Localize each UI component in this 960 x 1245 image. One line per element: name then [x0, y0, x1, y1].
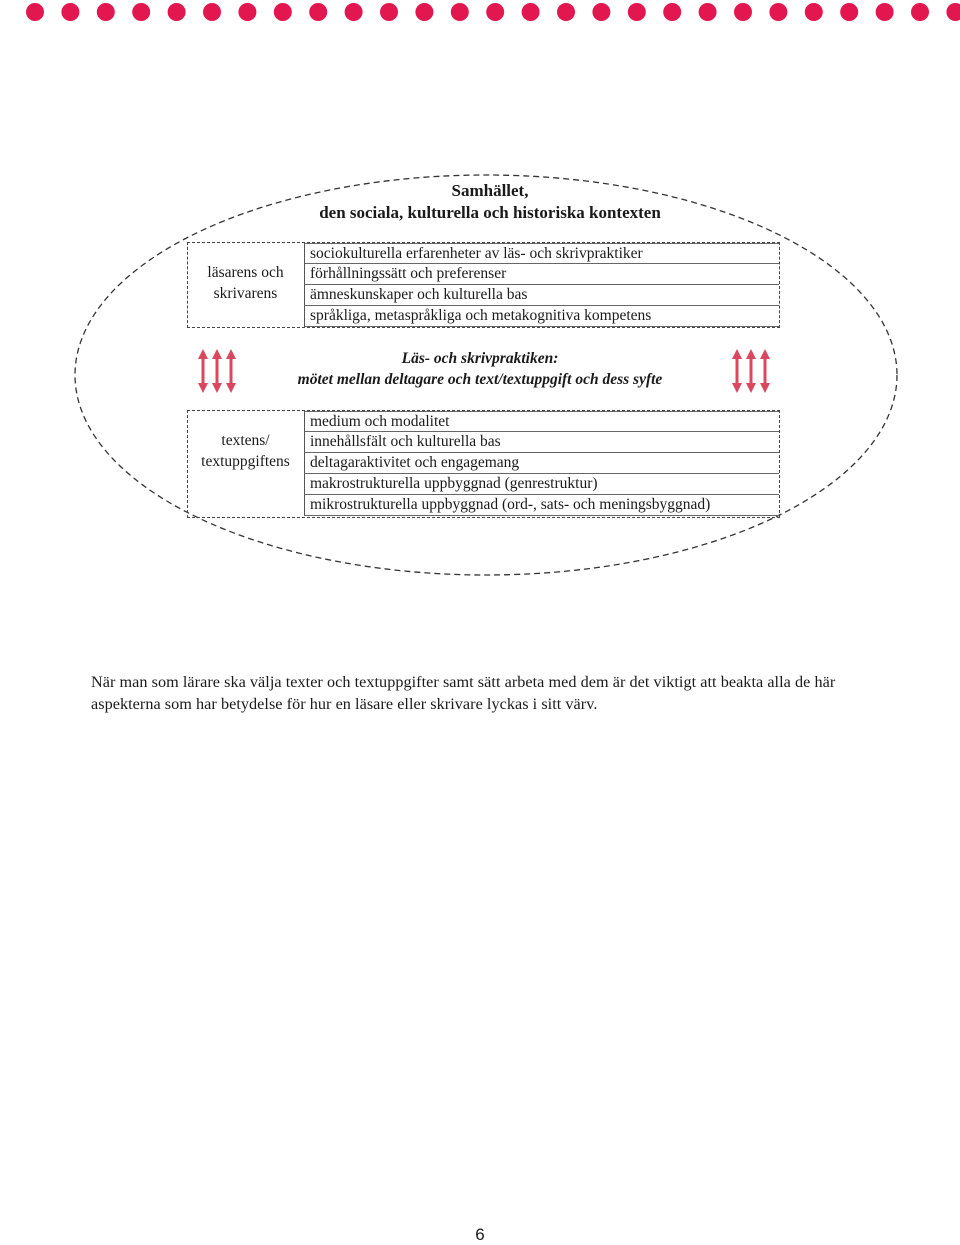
text-row: innehållsfält och kulturella bas [304, 432, 779, 453]
center-line-1: Läs- och skrivpraktiken: [401, 350, 559, 367]
double-arrows-right-icon [730, 348, 774, 394]
dot [345, 3, 363, 21]
practice-center-text [220, 348, 740, 390]
caption-paragraph: När man som lärare ska välja texter och textuppgifter samt sätt arbeta med dem är det viktigt att beakta alla de här aspekterna som har betydelse för hur en läsare eller skrivare lyckas i sitt värv. [91, 673, 836, 713]
dot [592, 3, 610, 21]
text-group-label [188, 430, 303, 472]
text-row: mikrostrukturella uppbyggnad (ord-, sats- och meningsbyggnad) [304, 495, 779, 516]
text-rows [304, 411, 779, 516]
dot [628, 3, 646, 21]
dot [522, 3, 540, 21]
reader-label-line-1: läsarens och [207, 264, 284, 281]
dot [61, 3, 79, 21]
center-line-2: mötet mellan deltagare och text/textuppgift och dess syfte [297, 371, 663, 388]
dot [97, 3, 115, 21]
double-arrow-icon [198, 349, 208, 393]
dot [486, 3, 504, 21]
title-line-1: Samhället, [451, 181, 529, 200]
dot [168, 3, 186, 21]
dot [734, 3, 752, 21]
dot [309, 3, 327, 21]
dot [451, 3, 469, 21]
dot [911, 3, 929, 21]
double-arrow-icon [760, 349, 770, 393]
title-line-2: den sociala, kulturella och historiska kontexten [319, 203, 661, 222]
reader-rows [304, 243, 779, 327]
reader-row: ämneskunskaper och kulturella bas [304, 285, 779, 306]
text-row: deltagaraktivitet och engagemang [304, 453, 779, 474]
page-number: 6 [475, 1225, 485, 1244]
dot [380, 3, 398, 21]
text-label-line-2: textuppgiftens [201, 453, 290, 470]
dot [415, 3, 433, 21]
reader-row: sociokulturella erfarenheter av läs- och skrivpraktiker [304, 243, 779, 264]
dot [557, 3, 575, 21]
dot [274, 3, 292, 21]
text-label-line-1: textens/ [221, 432, 270, 449]
dot [840, 3, 858, 21]
dot [946, 3, 960, 21]
reader-group [187, 242, 780, 328]
dot [769, 3, 787, 21]
dot [26, 3, 44, 21]
dotted-border [0, 0, 960, 26]
dot [203, 3, 221, 21]
reader-label-line-2: skrivarens [213, 285, 278, 302]
text-row: makrostrukturella uppbyggnad (genrestruktur) [304, 474, 779, 495]
dot [699, 3, 717, 21]
dot [663, 3, 681, 21]
diagram-title [70, 180, 910, 224]
text-row: medium och modalitet [304, 411, 779, 432]
dot [132, 3, 150, 21]
reader-group-label [188, 262, 303, 304]
dot [238, 3, 256, 21]
reader-row: förhållningssätt och preferenser [304, 264, 779, 285]
dot [876, 3, 894, 21]
double-arrow-icon [732, 349, 742, 393]
dot [805, 3, 823, 21]
diagram [70, 170, 900, 590]
text-group [187, 410, 780, 518]
double-arrow-icon [746, 349, 756, 393]
reader-row: språkliga, metaspråkliga och metakognitiva kompetens [304, 306, 779, 327]
